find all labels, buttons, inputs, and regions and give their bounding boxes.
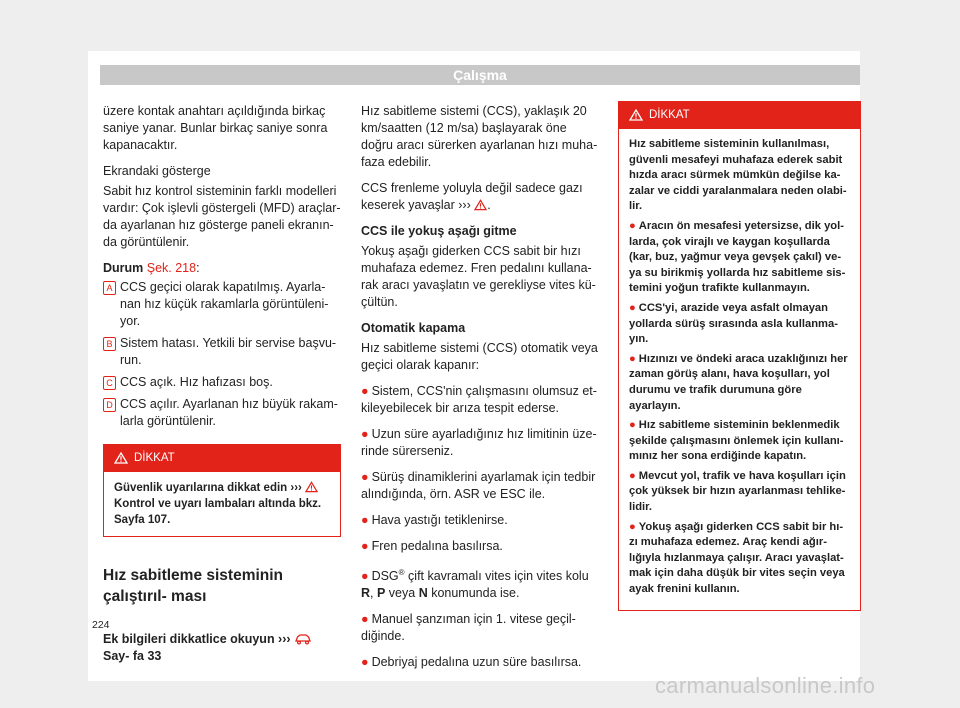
warning-body <box>619 129 860 610</box>
bullet-text: Manuel şanzıman için 1. vitese geçil- diğinde. <box>361 612 576 644</box>
ccs-intro: Hız sabitleme sistemi (CCS), yaklaşık 20 km/saatten (12 m/sa) başlayarak öne doğru aracı sürerken ayarlanan hızı muha- faza edebilir. <box>361 104 598 169</box>
ccs-braking: CCS frenleme yoluyla değil sadece gazı keserek yavaşlar ››› . <box>361 181 583 212</box>
warning-bullet <box>629 520 850 598</box>
reference-page: Say- fa 33 <box>103 649 162 663</box>
warning-box <box>618 101 861 611</box>
column-middle <box>361 103 599 680</box>
dsg-text: çift kavramalı vites için vites kolu <box>404 569 589 584</box>
bullet-icon: ● <box>361 513 369 527</box>
page-header: Çalışma <box>100 65 860 85</box>
item-text: Sistem hatası. Yetkili bir servise başvu- run. <box>120 336 337 367</box>
letter-badge: A <box>103 281 116 295</box>
warning-bullet-text: Hızınızı ve öndeki araca uzaklığınızı her zaman görüş alanı, hava koşulları, yol durumu ve trafik durumuna göre ayarlayın. <box>629 352 848 412</box>
auto-off-text: Hız sabitleme sistemi (CCS) otomatik veya geçici olarak kapanır: <box>361 341 598 372</box>
bullet-icon: ● <box>361 539 369 553</box>
bullet-item-dsg <box>361 564 599 602</box>
bullet-icon: ● <box>629 469 636 482</box>
bullet-icon: ● <box>629 301 636 314</box>
warning-triangle-icon[interactable] <box>474 199 487 211</box>
reference-text: Ek bilgileri dikkatlice okuyun ››› <box>103 632 291 646</box>
bullet-item <box>361 538 599 555</box>
book-car-icon[interactable] <box>294 632 312 645</box>
column-right <box>618 101 861 611</box>
downhill-heading: CCS ile yokuş aşağı gitme <box>361 224 517 238</box>
bullet-icon: ● <box>629 352 636 365</box>
letter-badge: D <box>103 398 116 412</box>
warning-bullet <box>629 352 850 414</box>
warning-triangle-icon[interactable] <box>305 481 318 493</box>
warning-header <box>104 445 340 472</box>
bullet-item <box>361 469 599 503</box>
page-number: 224 <box>92 619 110 631</box>
warning-triangle-icon <box>114 452 128 464</box>
bullet-item <box>361 611 599 645</box>
bullet-text: Debriyaj pedalına uzun süre basılırsa. <box>371 655 582 670</box>
warning-bullet-text: Mevcut yol, trafik ve hava koşulları için çok yüksek bir hızın ayarlanması tehlike- lidir. <box>629 469 846 514</box>
bullet-item <box>361 654 599 671</box>
warning-line: Kontrol ve uyarı lambaları altında bkz. Sayfa 107. <box>114 498 322 526</box>
dsg-separator: , <box>370 586 377 601</box>
bullet-icon: ● <box>629 219 636 232</box>
warning-header <box>619 102 860 129</box>
intro-text: üzere kontak anahtarı açıldığında birkaç saniye yanar. Bunlar birkaç saniye sonra kapanacaktır. <box>103 104 328 152</box>
gear-r: R <box>361 586 371 601</box>
item-text: CCS açık. Hız hafızası boş. <box>120 375 273 389</box>
registered-mark: ® <box>398 568 405 577</box>
bullet-icon: ● <box>629 520 636 533</box>
gear-p: P <box>376 586 386 601</box>
bullet-item <box>361 383 599 417</box>
ccs-braking-text: CCS frenleme yoluyla değil sadece gazı keserek yavaşlar ››› <box>361 181 583 212</box>
bullet-text: Hava yastığı tetiklenirse. <box>371 513 508 527</box>
gear-n: N <box>418 586 428 601</box>
status-line <box>103 260 341 277</box>
letter-badge: C <box>103 376 116 390</box>
list-item <box>103 335 341 369</box>
warning-intro: Hız sabitleme sisteminin kullanılması, güvenli mesafeyi muhafaza ederek sabit hızda aracı sürmek mümkün değilse ka- zalar ve ciddi yaralanmalara neden olabi- lir. <box>629 138 847 213</box>
figure-link[interactable]: Şek. 218 <box>146 261 197 275</box>
section-title: Hız sabitleme sisteminin çalıştırıl- ması <box>103 567 284 605</box>
dsg-text: konumunda ise. <box>427 586 520 601</box>
display-heading: Ekrandaki gösterge <box>103 164 211 178</box>
bullet-icon: ● <box>361 569 369 584</box>
warning-bullet-text: CCS'yi, arazide veya asfalt olmayan yollarda sürüş sırasında asla kullanma- yın. <box>629 301 838 346</box>
bullet-item <box>361 426 599 460</box>
warning-bullet <box>629 418 850 465</box>
letter-badge: B <box>103 337 116 351</box>
status-label: Durum <box>103 261 147 275</box>
reference-line <box>103 631 341 665</box>
warning-title: DİKKAT <box>134 452 175 464</box>
dsg-or: veya <box>385 586 419 601</box>
warning-bullet-text: Aracın ön mesafesi yetersizse, dik yol- larda, çok virajlı ve kaygan koşullarda (kar, buz, yağmur veya gevşek çakıl) ve- ya su birikmiş yollarda hız sabitleme sis- temini yoğun trafikte kullanmayın. <box>629 219 846 295</box>
warning-line: Güvenlik uyarılarına dikkat edin ››› <box>114 482 302 494</box>
warning-title: DİKKAT <box>649 109 690 121</box>
bullet-text: Uzun süre ayarladığınız hız limitinin üze- rinde sürerseniz. <box>361 427 597 458</box>
item-text: CCS geçici olarak kapatılmış. Ayarla- nan hız küçük rakamlarla görüntüleni- yor. <box>120 280 329 328</box>
bullet-icon: ● <box>361 612 369 627</box>
status-colon: : <box>196 261 200 275</box>
warning-bullet <box>629 301 850 348</box>
warning-bullet-text: Yokuş aşağı giderken CCS sabit bir hı- zı muhafaza edemez. Araç kendi ağır- lığıyla hızlanmaya çalışır. Aracı yavaşlat- mak için daha düşük bir vites seçin veya ayak frenini kullanın. <box>629 520 845 596</box>
bullet-text: Sistem, CCS'nin çalışmasını olumsuz et- kileyebilecek bir arıza tespit ederse. <box>361 384 597 415</box>
bullet-icon: ● <box>629 419 636 432</box>
list-item <box>103 374 341 391</box>
column-left <box>103 103 341 665</box>
warning-bullet <box>629 469 850 516</box>
item-text: CCS açılır. Ayarlanan hız büyük rakam- larla görüntülenir. <box>120 397 338 428</box>
watermark-text: carmanualsonline.info <box>655 673 876 698</box>
bullet-icon: ● <box>361 655 369 670</box>
bullet-icon: ● <box>361 470 369 484</box>
list-item <box>103 279 341 330</box>
bullet-text: Sürüş dinamiklerini ayarlamak için tedbir alındığında, örn. ASR ve ESC ile. <box>361 470 596 501</box>
warning-bullet <box>629 219 850 297</box>
warning-body <box>104 472 340 536</box>
auto-off-heading: Otomatik kapama <box>361 321 466 335</box>
dsg-text: DSG <box>371 569 399 584</box>
downhill-text: Yokuş aşağı giderken CCS sabit bir hızı muhafaza edemez. Fren pedalını kullana- rak aracı yavaşlatın ve gerekliyse vites kü- çültün. <box>361 244 596 309</box>
list-item <box>103 396 341 430</box>
warning-triangle-icon <box>629 109 643 121</box>
warning-box <box>103 444 341 537</box>
bullet-text: Fren pedalına basılırsa. <box>371 539 503 553</box>
bullet-icon: ● <box>361 427 369 441</box>
bullet-item <box>361 512 599 529</box>
warning-bullet-text: Hız sabitleme sisteminin beklenmedik şekilde çalışmasını önlemek için kullanı- mınız her sona erdiğinde kapatın. <box>629 419 844 463</box>
display-text: Sabit hız kontrol sisteminin farklı modelleri vardır: Çok işlevli göstergeli (MFD) araçlar- da ayarlanan hız gösterge paneli ekranın- da görüntülenir. <box>103 184 341 249</box>
bullet-icon: ● <box>361 384 369 398</box>
